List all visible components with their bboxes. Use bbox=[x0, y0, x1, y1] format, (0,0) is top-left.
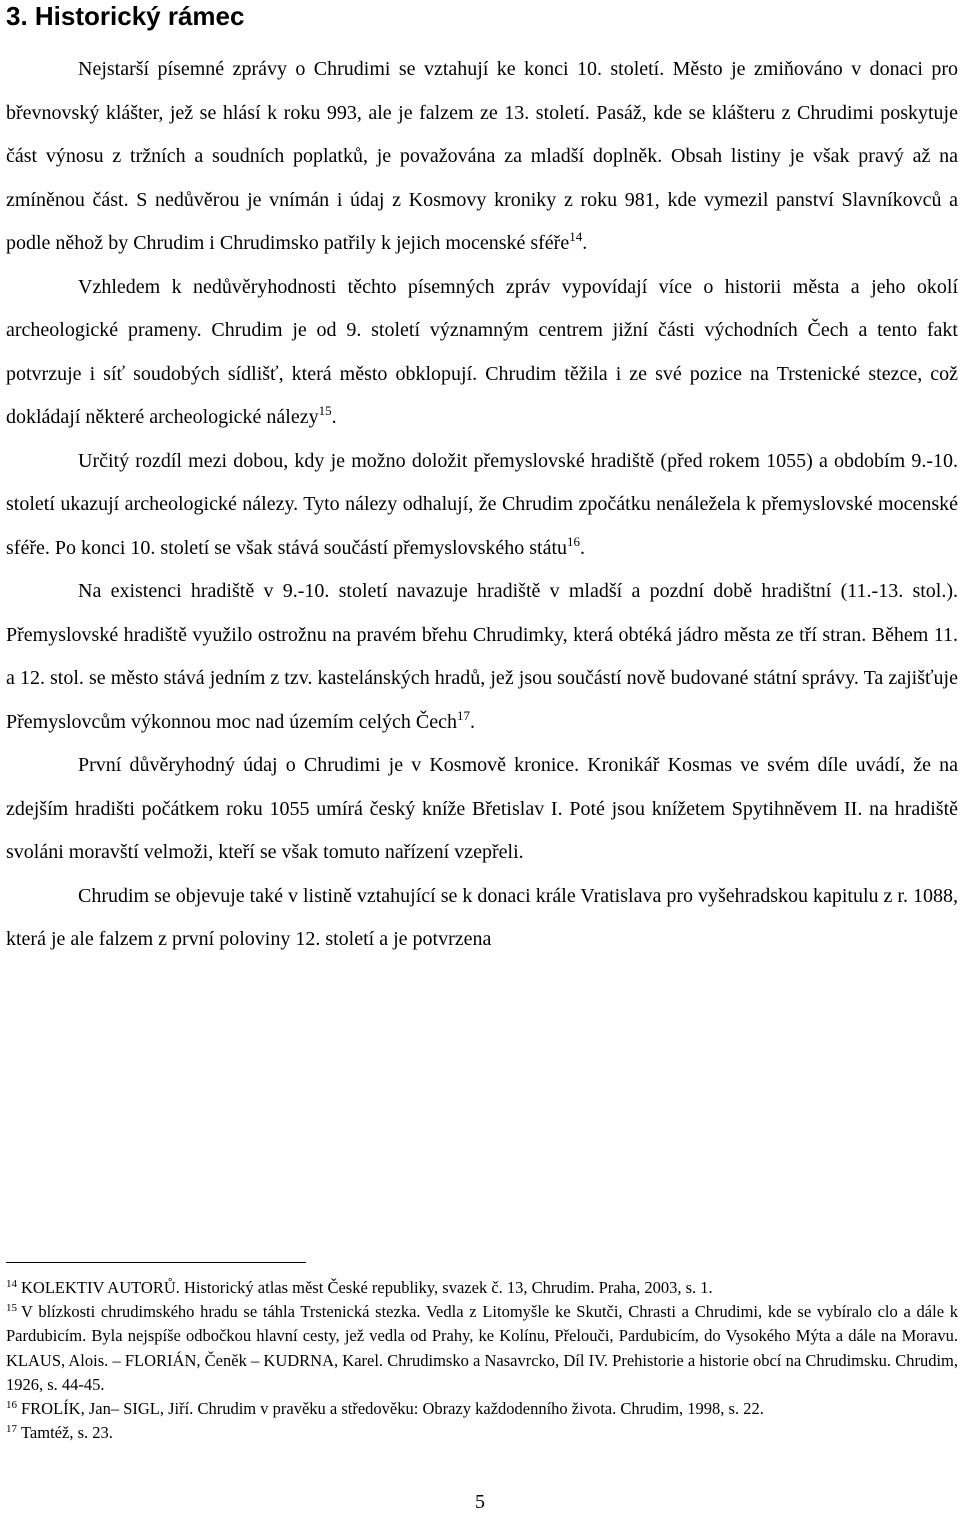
paragraph bbox=[6, 744, 958, 875]
footnote-text: V blízkosti chrudimského hradu se táhla Trstenická stezka. Vedla z Litomyšle ke Skutči, Chrasti a Chrudimi, kde se vybíralo clo a dále k Pardubicím. Byla nejspíše odbočkou hlavní cesty, jež vedla od Prahy, ke Kolínu, Přelouči, Pardubicím, do Vysokého Mýta a dále na Moravu. KLAUS, Alois. – FLORIÁN, Čeněk – KUDRNA, Karel. Chrudimsko a Nasavrcko, Díl IV. Prehistorie a historie obcí na Chrudimsku. Chrudim, 1926, s. 44-45. bbox=[6, 1302, 958, 1394]
footnote-ref[interactable]: 16 bbox=[567, 533, 581, 549]
footnote-text: FROLÍK, Jan– SIGL, Jiří. Chrudim v pravěku a středověku: Obrazy každodenního života. Chrudim, 1998, s. 22. bbox=[21, 1399, 764, 1419]
footnote-text: Tamtéž, s. 23. bbox=[21, 1423, 113, 1443]
footnote bbox=[6, 1300, 958, 1397]
paragraph-text: Na existenci hradiště v 9.-10. století navazuje hradiště v mladší a pozdní době hradištní (11.-13. stol.). Přemyslovské hradiště využilo ostrožnu na pravém břehu Chrudimky, která obtéká jádro města ze tří stran. Během 11. a 12. stol. se město stává jedním z tzv. kastelánských hradů, jež jsou součástí nově budované státní správy. Ta zajišťuje Přemyslovcům výkonnou moc nad územím celých Čech bbox=[6, 580, 958, 733]
footnote-number: 15 bbox=[6, 1302, 17, 1315]
paragraph-text-end: . bbox=[580, 536, 586, 559]
footnote-text: KOLEKTIV AUTORŮ. Historický atlas měst České republiky, svazek č. 13, Chrudim. Praha, 2003, s. 1. bbox=[21, 1278, 713, 1297]
paragraph bbox=[6, 266, 958, 440]
footnote bbox=[6, 1276, 958, 1300]
page-number: 5 bbox=[475, 1491, 485, 1513]
footnote-divider bbox=[6, 1262, 306, 1263]
paragraph bbox=[6, 48, 958, 266]
paragraph-text-end: . bbox=[331, 406, 337, 428]
paragraph-text: Určitý rozdíl mezi dobou, kdy je možno doložit přemyslovské hradiště (před rokem 1055) a obdobím 9.-10. století ukazují archeologické nálezy. Tyto nálezy odhalují, že Chrudim zpočátku nenáležela k přemyslovské mocenské sféře. Po konci 10. století se však stává součástí přemyslovského státu bbox=[6, 449, 958, 559]
section-heading: 3. Historický rámec bbox=[6, 1, 245, 31]
footnote-ref[interactable]: 14 bbox=[569, 229, 583, 244]
footnotes bbox=[6, 1276, 958, 1445]
paragraph-text-end: . bbox=[470, 710, 476, 733]
footnote-number: 17 bbox=[6, 1423, 17, 1436]
footnote bbox=[6, 1397, 958, 1421]
paragraph bbox=[6, 570, 958, 744]
footnote-number: 14 bbox=[6, 1278, 17, 1290]
paragraph bbox=[6, 875, 958, 962]
footnote-number: 16 bbox=[6, 1399, 17, 1412]
paragraph-text: Nejstarší písemné zprávy o Chrudimi se vztahují ke konci 10. století. Město je zmiňováno v donaci pro břevnovský klášter, jež se hlásí k roku 993, ale je falzem ze 13. století. Pasáž, kde se klášteru z Chrudimi poskytuje část výnosu z tržních a soudních poplatků, je považována za mladší doplněk. Obsah listiny je však pravý až na zmíněnou část. S nedůvěrou je vnímán i údaj z Kosmovy kroniky z roku 981, kde vymezil panství Slavníkovců a podle něhož by Chrudim i Chrudimsko patřily k jejich mocenské sféře bbox=[6, 58, 958, 254]
paragraph-text-end: . bbox=[582, 232, 588, 254]
footnote-ref[interactable]: 17 bbox=[457, 707, 471, 723]
paragraph-text: Chrudim se objevuje také v listině vztahující se k donaci krále Vratislava pro vyšehradskou kapitulu z r. 1088, která je ale falzem z první poloviny 12. století a je potvrzena bbox=[6, 884, 958, 950]
paragraph bbox=[6, 440, 958, 571]
paragraph-text: První důvěryhodný údaj o Chrudimi je v Kosmově kronice. Kronikář Kosmas ve svém díle uvádí, že na zdejším hradišti počátkem roku 1055 umírá český kníže Břetislav I. Poté jsou knížetem Spytihněvem II. na hradiště svoláni moravští velmoži, kteří se však tomuto nařízení vzepřeli. bbox=[6, 754, 958, 863]
footnote-ref[interactable]: 15 bbox=[318, 403, 332, 418]
paragraph-text: Vzhledem k nedůvěryhodnosti těchto písemných zpráv vypovídají více o historii města a jeho okolí archeologické prameny. Chrudim je od 9. století významným centrem jižní části východních Čech a tento fakt potvrzuje i síť soudobých sídlišť, která město obklopují. Chrudim těžila i ze své pozice na Trstenické stezce, což dokládají některé archeologické nálezy bbox=[6, 275, 958, 428]
body-text bbox=[6, 48, 958, 962]
footnote bbox=[6, 1421, 958, 1445]
